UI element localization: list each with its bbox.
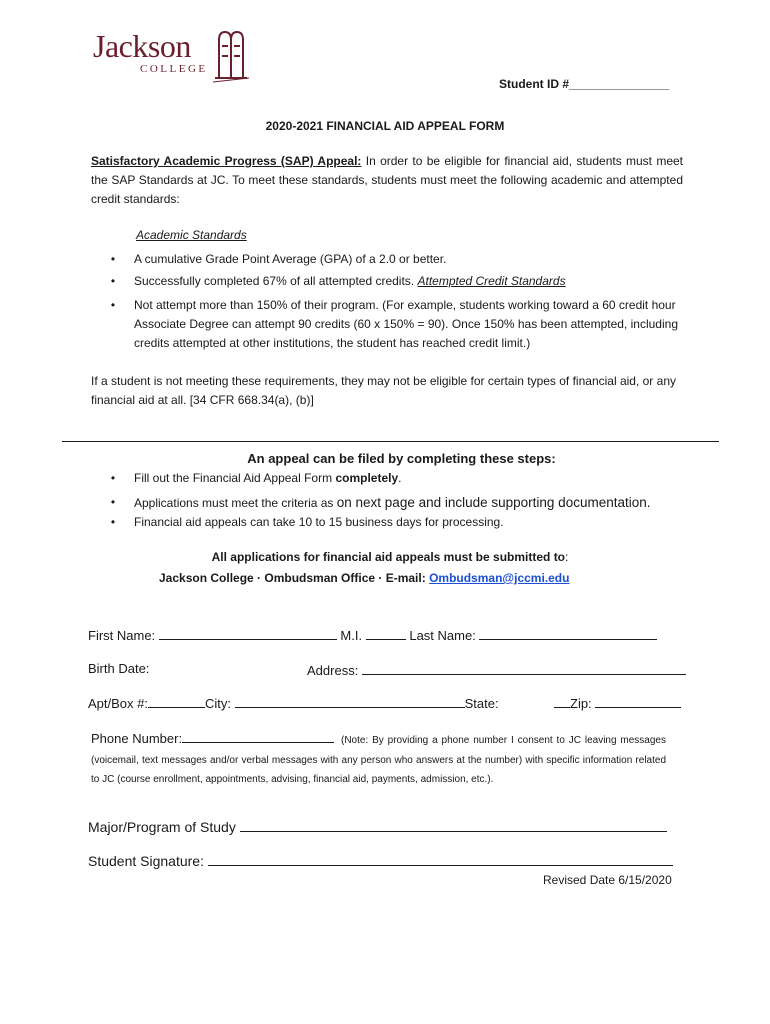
name-row xyxy=(88,626,698,643)
academic-standards-heading: Academic Standards xyxy=(136,228,247,242)
last-name-label: Last Name: xyxy=(409,628,476,643)
last-name-input[interactable] xyxy=(479,626,657,640)
step-text-large: on next page and include supporting documentation. xyxy=(336,495,651,510)
ombudsman-email-link[interactable]: Ombudsman@jccmi.edu xyxy=(429,571,570,585)
attempted-credit-standards-link[interactable]: Attempted Credit Standards xyxy=(417,274,566,288)
first-name-label: First Name: xyxy=(88,628,156,643)
student-id-label: Student ID # xyxy=(499,77,570,91)
sap-paragraph xyxy=(91,152,683,209)
sap-intro: In order to be eligible for financial aid, students must meet the SAP Standards at JC. To meet these standards, students must meet the following academic and attempted credit standards: xyxy=(91,154,683,206)
city-input[interactable] xyxy=(235,694,465,708)
phone-label: Phone Number: xyxy=(91,731,183,746)
zip-row xyxy=(554,694,681,711)
zip-input[interactable] xyxy=(595,694,681,708)
apt-city-row xyxy=(88,694,499,711)
bullet-text: Not attempt more than 150% of their program. (For example, students working toward a 60 credit hour Associate Degree can attempt 90 credits (60 x 150% = 90). Once 150% has been attempted, including credits attempted at other institutions, the student has reached credit limit.) xyxy=(134,298,678,350)
state-input[interactable] xyxy=(554,694,570,708)
tower-logo-icon xyxy=(213,28,249,84)
signature-input[interactable] xyxy=(208,852,673,866)
apt-input[interactable] xyxy=(148,694,205,708)
address-input[interactable] xyxy=(362,661,686,675)
bullet-icon: • xyxy=(110,515,116,529)
step-emphasis: completely xyxy=(335,471,399,485)
step-text: Financial aid appeals can take 10 to 15 business days for processing. xyxy=(134,515,504,529)
submit-line2: Jackson College · Ombudsman Office · E-mail: xyxy=(159,571,430,585)
bullet-icon: • xyxy=(110,252,116,266)
bullet-text: A cumulative Grade Point Average (GPA) of a 2.0 or better. xyxy=(134,252,447,266)
submit-line1-end: : xyxy=(565,550,569,564)
form-title: 2020-2021 FINANCIAL AID APPEAL FORM xyxy=(265,119,505,133)
major-row xyxy=(88,818,667,835)
apt-label: Apt/Box #: xyxy=(88,696,148,711)
eligibility-warning: If a student is not meeting these requirements, they may not be eligible for certain types of financial aid, or any financial aid at all. [34 CFR 668.34(a), (b)] xyxy=(91,374,676,407)
mi-label: M.I. xyxy=(340,628,363,643)
student-id-field[interactable]: _______________ xyxy=(569,77,670,91)
steps-heading: An appeal can be filed by completing these steps: xyxy=(247,451,556,466)
mi-input[interactable] xyxy=(366,626,406,640)
major-input[interactable] xyxy=(240,818,667,832)
birth-date-input[interactable] xyxy=(160,661,300,677)
logo-subtext: COLLEGE xyxy=(140,63,208,75)
birth-date-label: Birth Date: xyxy=(88,661,150,676)
bullet-icon: • xyxy=(110,495,116,509)
step-text: Fill out the Financial Aid Appeal Form xyxy=(134,471,336,485)
bullet-icon: • xyxy=(110,471,116,485)
major-label: Major/Program of Study xyxy=(88,819,236,835)
bullet-text: Successfully completed 67% of all attempted credits. xyxy=(134,274,418,288)
signature-label: Student Signature: xyxy=(88,853,204,869)
address-row xyxy=(307,661,686,678)
student-id-line xyxy=(499,77,669,91)
submit-instructions xyxy=(0,550,770,564)
step-end: . xyxy=(398,471,402,485)
signature-row xyxy=(88,852,673,869)
revised-date: Revised Date 6/15/2020 xyxy=(543,873,672,887)
step-text: Applications must meet the criteria as xyxy=(134,496,337,510)
jackson-college-logo xyxy=(93,26,253,86)
zip-label: Zip: xyxy=(570,696,592,711)
sap-heading: Satisfactory Academic Progress (SAP) Appeal: xyxy=(91,154,362,168)
city-label: City: xyxy=(204,696,231,711)
submit-line1: All applications for financial aid appeals must be submitted to xyxy=(211,550,566,564)
section-divider xyxy=(62,441,719,442)
bullet-icon: • xyxy=(110,298,116,312)
phone-consent-note: (Note: By providing a phone number I consent to JC leaving messages (voicemail, text messages and/or verbal messages with any person who answers at the number) with specific information related to JC (course enrollment, appointments, advising, financial aid, payments, admission, etc.). xyxy=(91,735,666,785)
first-name-input[interactable] xyxy=(159,626,337,640)
address-label: Address: xyxy=(307,663,359,678)
submit-contact xyxy=(159,571,569,585)
logo-wordmark: Jackson xyxy=(93,28,191,64)
state-label: State: xyxy=(464,696,499,711)
bullet-icon: • xyxy=(110,274,116,288)
